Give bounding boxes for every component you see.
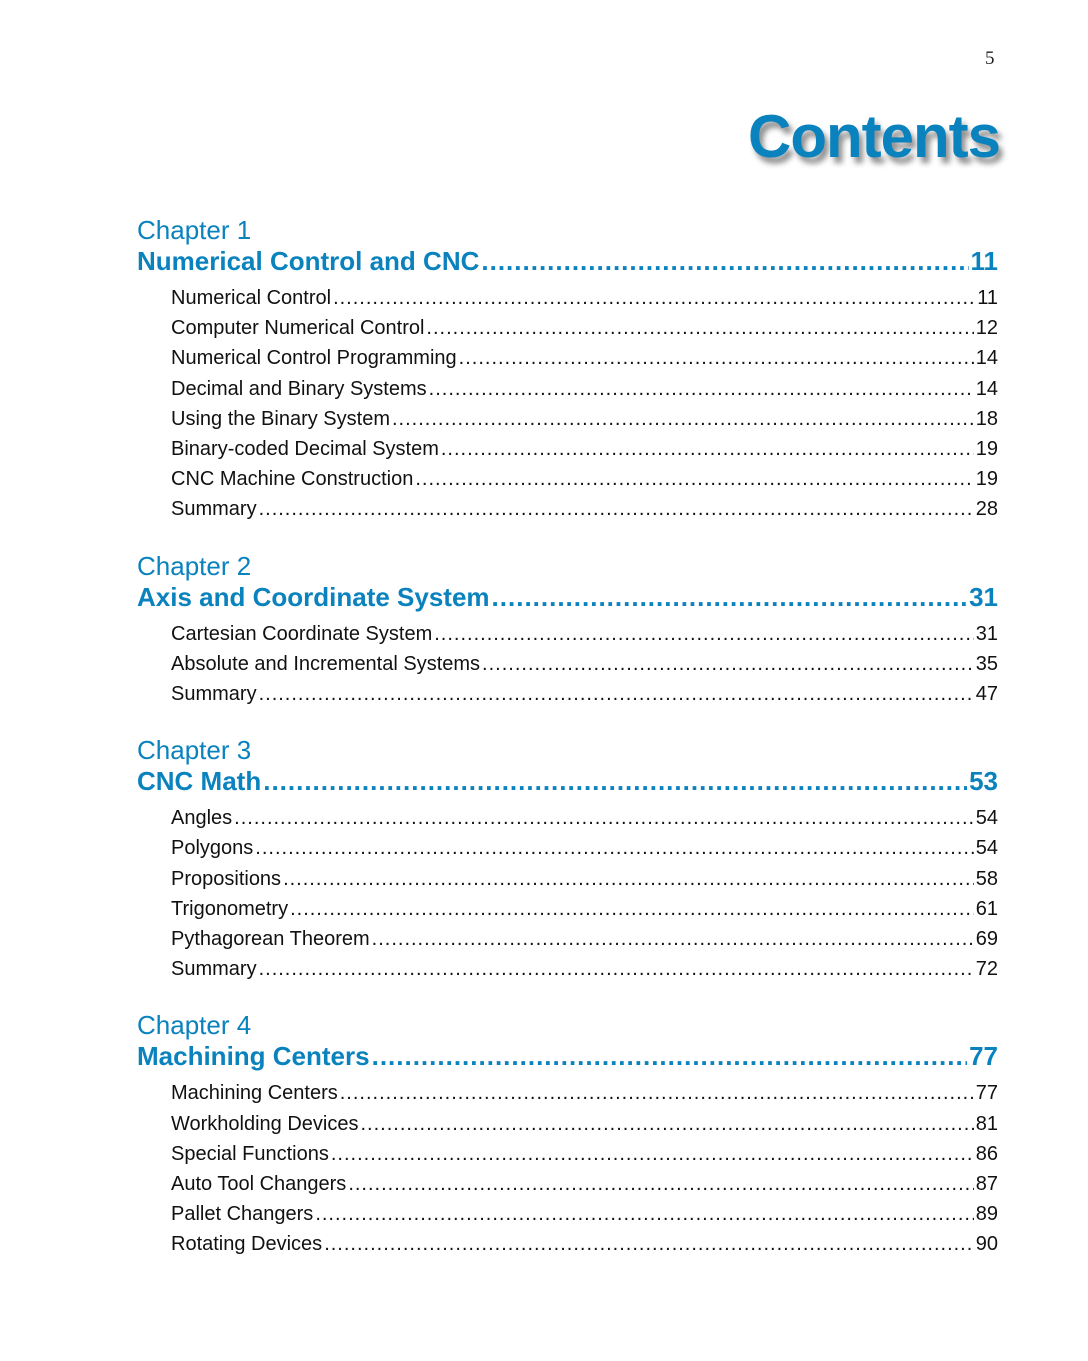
dot-leader [392,404,974,434]
toc-entry[interactable] [137,619,998,649]
dot-leader [255,833,973,863]
entry-title: CNC Machine Construction [171,468,414,491]
toc-entry[interactable] [137,404,998,434]
toc-entry[interactable] [137,1229,998,1259]
dot-leader [331,1139,974,1169]
chapter-label: Chapter 3 [137,735,252,766]
chapter-title: Axis and Coordinate System [137,581,490,612]
entry-title: Propositions [171,867,282,890]
entry-page: 89 [975,1203,998,1226]
dot-leader [361,1109,974,1139]
entry-title: Polygons [171,837,254,860]
toc-entry[interactable] [137,649,998,679]
toc-entry[interactable] [137,833,998,863]
page-title: Contents [748,103,1000,170]
page-number: 5 [985,48,995,69]
entry-page: 54 [975,807,998,830]
chapter-section [137,735,998,984]
entry-page: 12 [975,317,998,340]
chapter-page: 53 [969,766,998,797]
toc-entry[interactable] [137,864,998,894]
entry-title: Decimal and Binary Systems [171,377,427,400]
chapter-page: 31 [969,581,998,612]
chapter-title: Machining Centers [137,1041,370,1072]
toc-entry[interactable] [137,343,998,373]
entry-title: Angles [171,807,233,830]
entry-page: 11 [977,287,998,309]
chapter-title: CNC Math [137,766,262,797]
toc-entry[interactable] [137,434,998,464]
entry-page: 72 [975,958,998,981]
entry-page: 81 [975,1112,998,1135]
dot-leader [259,679,974,709]
chapter-section [137,215,998,525]
entry-page: 14 [975,377,998,400]
entry-page: 61 [975,897,998,920]
chapter-section [137,1010,998,1259]
entry-title: Pallet Changers [171,1203,314,1226]
entry-page: 18 [975,407,998,430]
entry-title: Rotating Devices [171,1233,323,1256]
dot-leader [259,954,974,984]
toc-entry[interactable] [137,374,998,404]
entry-page: 77 [975,1082,998,1105]
entry-page: 87 [975,1173,998,1196]
entry-title: Workholding Devices [171,1112,359,1135]
dot-leader [372,1041,967,1072]
toc-entry[interactable] [137,283,998,313]
chapter-page: 11 [970,246,998,276]
toc-entry[interactable] [137,1199,998,1229]
entry-page: 19 [975,438,998,461]
dot-leader [259,494,974,524]
chapter-page: 77 [969,1041,998,1072]
dot-leader [481,246,968,277]
entry-title: Pythagorean Theorem [171,928,370,951]
toc-entry[interactable] [137,803,998,833]
chapter-title-link[interactable] [137,1041,998,1072]
dot-leader [283,864,974,894]
dot-leader [441,434,974,464]
entry-title: Binary-coded Decimal System [171,438,439,461]
chapter-title-link[interactable] [137,766,998,797]
chapter-label: Chapter 1 [137,215,252,245]
entry-page: 86 [975,1142,998,1165]
entry-page: 31 [975,622,998,645]
chapter-title-link[interactable] [137,246,998,277]
toc-entry[interactable] [137,494,998,524]
entry-title: Summary [171,498,257,521]
entry-title: Summary [171,958,257,981]
chapter-label: Chapter 4 [137,1010,252,1041]
entry-page: 47 [975,683,998,706]
dot-leader [348,1169,973,1199]
entry-title: Numerical Control Programming [171,347,457,370]
chapter-label: Chapter 2 [137,550,252,581]
toc-entry[interactable] [137,954,998,984]
entry-page: 14 [975,347,998,370]
dot-leader [324,1229,974,1259]
dot-leader [234,803,974,833]
entry-page: 58 [975,867,998,890]
toc-entry[interactable] [137,1139,998,1169]
dot-leader [426,313,973,343]
dot-leader [263,766,967,797]
toc-entry[interactable] [137,1078,998,1108]
chapter-title: Numerical Control and CNC [137,246,480,276]
table-of-contents [137,215,998,1286]
entry-page: 90 [975,1233,998,1256]
toc-entry[interactable] [137,924,998,954]
toc-entry[interactable] [137,464,998,494]
dot-leader [434,619,974,649]
entry-title: Special Functions [171,1142,329,1165]
dot-leader [482,649,974,679]
entry-page: 54 [975,837,998,860]
entry-page: 19 [975,468,998,491]
entry-title: Cartesian Coordinate System [171,622,433,645]
dot-leader [459,343,974,373]
dot-leader [315,1199,973,1229]
toc-entry[interactable] [137,1109,998,1139]
entry-page: 28 [975,498,998,521]
chapter-section [137,551,998,710]
entry-title: Numerical Control [171,287,332,309]
dot-leader [333,283,975,313]
entry-page: 35 [975,652,998,675]
entry-title: Computer Numerical Control [171,317,425,340]
dot-leader [429,374,974,404]
toc-entry[interactable] [137,313,998,343]
dot-leader [290,894,974,924]
dot-leader [492,582,968,613]
chapter-title-link[interactable] [137,582,998,613]
dot-leader [372,924,974,954]
dot-leader [415,464,973,494]
entry-title: Machining Centers [171,1082,338,1105]
dot-leader [340,1078,974,1108]
entry-title: Trigonometry [171,897,289,920]
toc-entry[interactable] [137,894,998,924]
entry-title: Auto Tool Changers [171,1173,347,1196]
entry-page: 69 [975,928,998,951]
entry-title: Summary [171,683,257,706]
toc-entry[interactable] [137,679,998,709]
toc-entry[interactable] [137,1169,998,1199]
entry-title: Using the Binary System [171,407,390,430]
entry-title: Absolute and Incremental Systems [171,652,481,675]
